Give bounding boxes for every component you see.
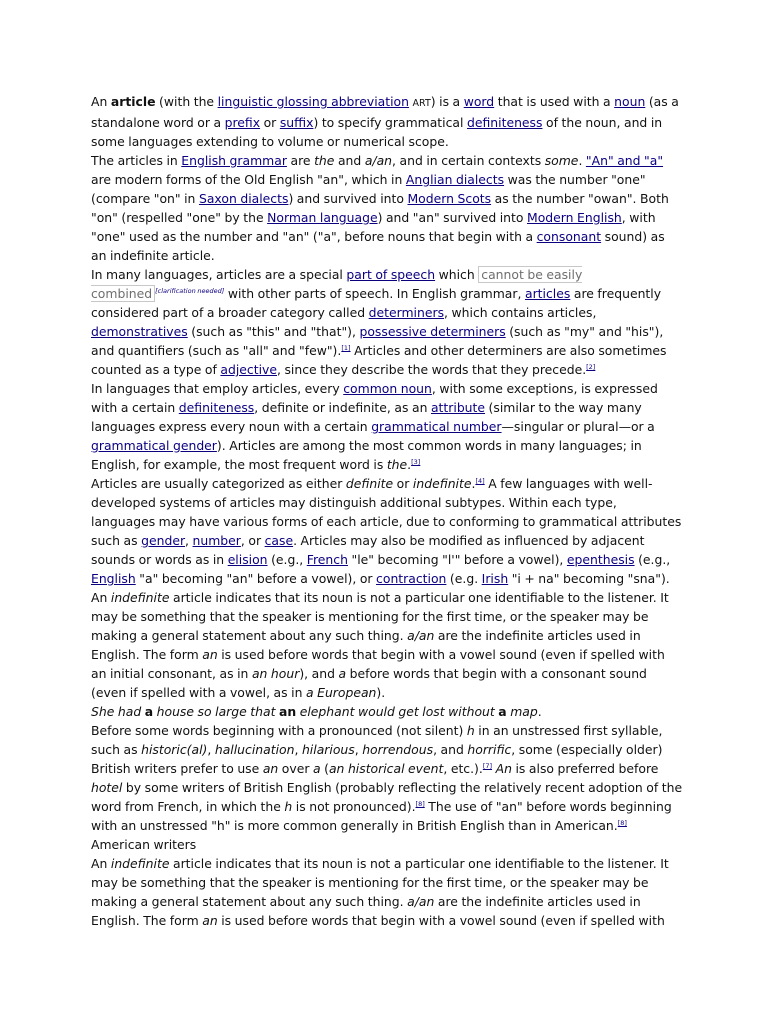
bold-term: a — [498, 704, 507, 719]
body-text: before words that begin with a consonant sound (even if spelled with a vowel, as in — [91, 666, 647, 700]
gloss-abbreviation: ART — [412, 98, 431, 109]
body-text: by some writers of British English (probably reflecting the relatively recent adoption of the word from French, in which the — [91, 780, 683, 814]
body-text: . — [578, 153, 586, 168]
wiki-link[interactable]: possessive determiners — [359, 324, 506, 339]
body-text: that is used with a — [494, 94, 615, 109]
wiki-link[interactable]: Saxon dialects — [198, 191, 289, 206]
italic-term: a European — [305, 685, 377, 700]
body-text: over — [278, 761, 313, 776]
wiki-link[interactable]: prefix — [224, 115, 261, 130]
body-text: are the indefinite articles used in English. The form — [91, 894, 641, 928]
body-text: is used before words that begin with a vowel sound (even if spelled with an initial consonant, as in — [91, 647, 665, 681]
flagged-phrase: cannot be easily combined — [91, 267, 583, 301]
body-text: ) is a — [430, 94, 464, 109]
body-text: (such as "this" and "that"), — [187, 324, 360, 339]
body-text: , — [294, 742, 302, 757]
citation-link[interactable]: [8] — [415, 800, 425, 808]
body-text: of the noun, and in some languages extending to volume or numerical scope. — [91, 115, 663, 149]
wiki-link[interactable]: grammatical number — [371, 419, 502, 434]
body-text: Before some words beginning with a pronounced (not silent) — [91, 723, 467, 738]
body-text: sound) as an indefinite article. — [91, 229, 665, 263]
body-text: ( — [320, 761, 329, 776]
body-text: ) to specify grammatical — [313, 115, 467, 130]
body-text: which — [435, 267, 479, 282]
italic-term: an — [202, 647, 218, 662]
body-text: American writers — [91, 837, 197, 852]
bold-term: a — [144, 704, 154, 719]
italic-term: an — [262, 761, 279, 776]
wiki-link[interactable]: determiners — [368, 305, 445, 320]
body-text: or — [393, 476, 413, 491]
body-text: are modern forms of the Old English "an", which in — [91, 172, 406, 187]
body-text: in an unstressed first syllable, such as — [91, 723, 663, 757]
italic-term: a/an — [407, 628, 435, 643]
body-text: (e.g., — [634, 552, 671, 567]
body-text: was the number "one" (compare "on" in — [91, 172, 646, 206]
citation-ref — [586, 363, 595, 371]
body-text: article indicates that its noun is not a particular one identifiable to the listener. It may be something that the speaker is mentioning for the first time, or the speaker may be making a general statement about any such thing. — [91, 856, 669, 909]
article-paragraph — [91, 474, 683, 588]
body-text: The use of "an" before words beginning with an unstressed "h" is more common generally in British English than in American. — [91, 799, 672, 833]
citation-link[interactable]: [2] — [586, 363, 596, 371]
body-text: Articles are usually categorized as either — [91, 476, 346, 491]
body-text: . — [407, 457, 412, 472]
body-text: ). — [376, 685, 386, 700]
body-text: are — [286, 153, 315, 168]
article-paragraph — [91, 265, 683, 379]
wiki-link[interactable]: Modern English — [527, 210, 622, 225]
wiki-link[interactable]: gender — [141, 533, 186, 548]
body-text: , which contains articles, — [444, 305, 597, 320]
citation-ref — [416, 800, 425, 808]
wiki-link[interactable]: common noun — [343, 381, 432, 396]
italic-term: a — [312, 761, 321, 776]
article-paragraph — [91, 379, 683, 474]
italic-term: definite — [345, 476, 394, 491]
article-paragraph — [91, 92, 683, 151]
body-text: , or — [240, 533, 265, 548]
italic-term: an historical event — [328, 761, 444, 776]
bold-term: an — [279, 704, 297, 719]
body-text: ) and survived into — [288, 191, 408, 206]
italic-term: an — [202, 913, 218, 928]
wiki-link[interactable]: part of speech — [346, 267, 436, 282]
wiki-link[interactable]: Irish — [481, 571, 509, 586]
italic-term: some — [544, 153, 579, 168]
italic-term: historic(al) — [141, 742, 208, 757]
body-text: , some (especially older) British writers prefer to use — [91, 742, 663, 776]
body-text: with other parts of speech. In English grammar, — [224, 286, 525, 301]
body-text: An — [91, 94, 111, 109]
body-text: . Articles may also be modified as influenced by adjacent sounds or words as in — [91, 533, 645, 567]
italic-term: elephant would get lost without — [296, 704, 499, 719]
citation-link[interactable]: [3] — [411, 458, 421, 466]
wiki-link[interactable]: definiteness — [178, 400, 255, 415]
wiki-link[interactable]: "An" and "a" — [585, 153, 664, 168]
body-text: (e.g., — [267, 552, 307, 567]
wiki-link[interactable]: Norman language — [267, 210, 378, 225]
body-text: (such as "my" and "his"), and quantifiers (such as "all" and "few"). — [91, 324, 664, 358]
wiki-link[interactable]: linguistic glossing abbreviation — [217, 94, 409, 109]
body-text: is also preferred before — [511, 761, 659, 776]
body-text: Articles and other determiners are also sometimes counted as a type of — [91, 343, 667, 377]
italic-term: an hour — [251, 666, 300, 681]
body-text: . — [537, 704, 542, 719]
wiki-link[interactable]: number — [192, 533, 241, 548]
wiki-link[interactable]: word — [463, 94, 495, 109]
body-text: In languages that employ articles, every — [91, 381, 344, 396]
body-text: , and — [433, 742, 468, 757]
wiki-link[interactable]: definiteness — [467, 115, 543, 130]
italic-term: the — [386, 457, 408, 472]
italic-term: a/an — [407, 894, 435, 909]
body-text: (with the — [155, 94, 218, 109]
body-text: ), and — [299, 666, 339, 681]
italic-term: hilarious — [301, 742, 355, 757]
body-text: , with "one" used as the number and "an" ("a", before nouns that begin with a — [91, 210, 656, 244]
italic-term: horrific — [467, 742, 512, 757]
body-text: , definite or indefinite, as an — [254, 400, 431, 415]
italic-term: the — [314, 153, 335, 168]
body-text: . — [471, 476, 476, 491]
wiki-link[interactable]: Anglian dialects — [405, 172, 505, 187]
body-text: , with some exceptions, is expressed with a certain — [91, 381, 658, 415]
wiki-link[interactable]: case — [264, 533, 294, 548]
body-text: or — [260, 115, 280, 130]
italic-term: house so large that — [153, 704, 279, 719]
italic-term: horrendous — [362, 742, 434, 757]
body-text: In many languages, articles are a special — [91, 267, 347, 282]
citation-ref — [475, 477, 484, 485]
italic-term: hotel — [91, 780, 123, 795]
article-paragraph — [91, 151, 683, 265]
article-paragraph — [91, 588, 683, 702]
wiki-link[interactable]: attribute — [430, 400, 486, 415]
citation-ref — [483, 762, 492, 770]
body-text: (as a standalone word or a — [91, 94, 679, 130]
body-text: is used before words that begin with a vowel sound (even if spelled with — [217, 913, 665, 928]
wiki-link[interactable]: suffix — [279, 115, 314, 130]
clarification-needed-tag[interactable]: [clarification needed] — [155, 287, 225, 295]
body-text: is not pronounced). — [292, 799, 416, 814]
body-text: article indicates that its noun is not a particular one identifiable to the listener. It may be something that the speaker is mentioning for the first time, or the speaker may be making a general statement about any such thing. — [91, 590, 669, 643]
body-text: are frequently considered part of a broader category called — [91, 286, 662, 320]
wiki-link[interactable]: English grammar — [181, 153, 287, 168]
body-text: , etc.). — [443, 761, 483, 776]
body-text: An — [91, 590, 111, 605]
citation-link[interactable]: [4] — [475, 477, 485, 485]
wiki-link[interactable]: epenthesis — [566, 552, 635, 567]
body-text: , and in certain contexts — [392, 153, 545, 168]
italic-term: indefinite — [412, 476, 472, 491]
body-text: A few languages with well-developed systems of articles may distinguish additional subtypes. Within each type, languages may have various forms of each article, due to conforming to grammatical attributes such as — [91, 476, 682, 548]
wiki-link[interactable]: French — [306, 552, 348, 567]
italic-term: indefinite — [110, 856, 170, 871]
italic-term: An — [495, 761, 512, 776]
citation-ref — [618, 819, 627, 827]
italic-term: a — [338, 666, 347, 681]
body-text: ) and "an" survived into — [377, 210, 527, 225]
wiki-link[interactable]: contraction — [376, 571, 447, 586]
body-text: (similar to the way many languages express every noun with a certain — [91, 400, 642, 434]
citation-link[interactable]: [1] — [341, 344, 351, 352]
body-text: (e.g. — [446, 571, 482, 586]
body-text: , — [185, 533, 193, 548]
body-text: An — [91, 856, 111, 871]
body-text: "i + na" becoming "sna"). — [508, 571, 670, 586]
article-paragraph — [91, 702, 683, 721]
italic-term: h — [284, 799, 293, 814]
italic-term: map — [506, 704, 538, 719]
body-text: , — [207, 742, 215, 757]
article-paragraph — [91, 854, 683, 930]
wiki-link[interactable]: adjective — [220, 362, 277, 377]
wiki-link[interactable]: noun — [614, 94, 646, 109]
wiki-link[interactable]: Modern Scots — [407, 191, 492, 206]
body-text: and — [334, 153, 365, 168]
body-text: The articles in — [91, 153, 182, 168]
italic-term: a/an — [364, 153, 393, 168]
article-paragraph — [91, 721, 683, 854]
italic-term: h — [466, 723, 475, 738]
body-text: "le" becoming "l'" before a vowel), — [347, 552, 567, 567]
citation-ref — [411, 458, 420, 466]
citation-link[interactable]: [8] — [617, 819, 627, 827]
italic-term: indefinite — [110, 590, 170, 605]
citation-link[interactable]: [7] — [482, 762, 493, 770]
italic-term: hallucination — [214, 742, 295, 757]
body-text: , — [354, 742, 363, 757]
article-body — [91, 92, 683, 930]
body-text: ). Articles are among the most common words in many languages; in English, for example, the most frequent word is — [91, 438, 642, 472]
body-text: , since they describe the words that they precede. — [277, 362, 587, 377]
wiki-link[interactable]: English — [91, 571, 136, 586]
wiki-link[interactable]: articles — [524, 286, 571, 301]
italic-term: She had — [91, 704, 145, 719]
body-text: are the indefinite articles used in English. The form — [91, 628, 641, 662]
wiki-link[interactable]: elision — [227, 552, 268, 567]
wiki-link[interactable]: grammatical gender — [91, 438, 217, 453]
body-text: as the number "owan". Both "on" (respelled "one" by the — [91, 191, 669, 225]
body-text: —singular or plural—or a — [501, 419, 655, 434]
wiki-link[interactable]: consonant — [536, 229, 602, 244]
body-text: "a" becoming "an" before a vowel), or — [135, 571, 377, 586]
bold-term: article — [110, 94, 156, 109]
wiki-link[interactable]: demonstratives — [91, 324, 188, 339]
citation-ref — [341, 344, 350, 352]
